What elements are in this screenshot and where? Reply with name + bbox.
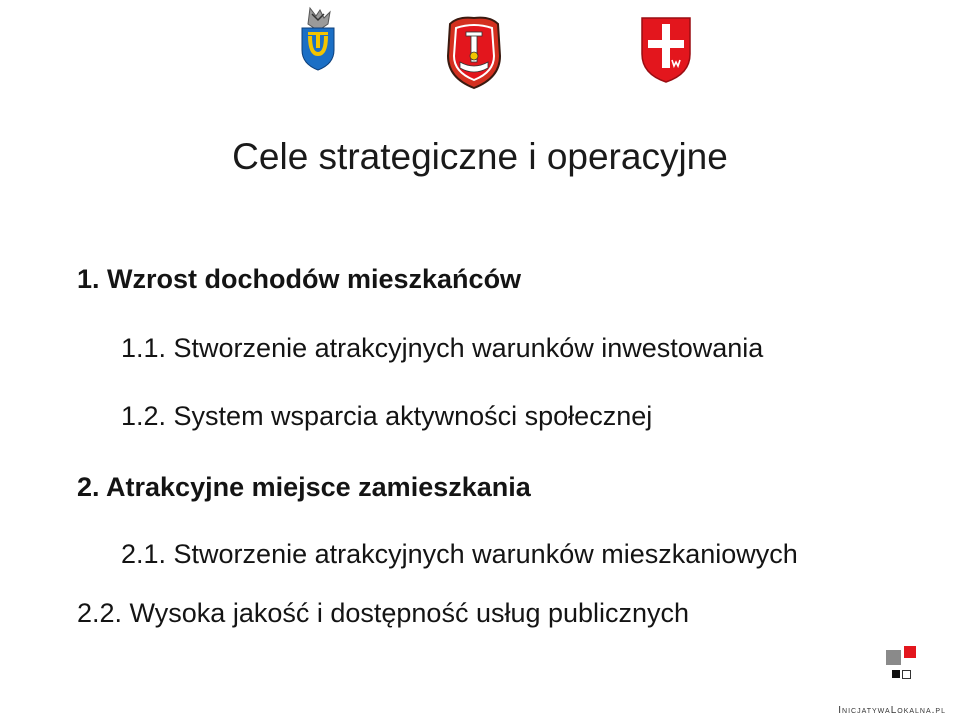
crest-eagle-horseshoe-icon <box>296 6 340 72</box>
operational-goal-1-1: 1.1. Stworzenie atrakcyjnych warunków inwestowania <box>121 333 764 363</box>
crest-red-shield-icon <box>444 14 504 90</box>
operational-goal-2-2: 2.2. Wysoka jakość i dostępność usług publicznych <box>77 598 690 628</box>
slide-title: Cele strategiczne i operacyjne <box>232 136 728 177</box>
logo-square-red-icon <box>904 646 916 658</box>
logo-square-black-icon <box>892 670 900 678</box>
brand-wordmark: InicjatywaLokalna.pl <box>838 705 946 716</box>
header-emblems <box>0 6 960 86</box>
operational-goal-2-1: 2.1. Stworzenie atrakcyjnych warunków mieszkaniowych <box>121 539 798 569</box>
logo-square-outline-icon <box>902 670 911 679</box>
strategic-goal-2: 2. Atrakcyjne miejsce zamieszkania <box>77 472 531 502</box>
logo-square-gray-icon <box>886 650 901 665</box>
strategic-goal-1: 1. Wzrost dochodów mieszkańców <box>77 264 522 294</box>
brand-logo <box>806 646 946 716</box>
operational-goal-1-2: 1.2. System wsparcia aktywności społecznej <box>121 401 653 431</box>
crest-red-white-cross-icon <box>638 16 694 84</box>
